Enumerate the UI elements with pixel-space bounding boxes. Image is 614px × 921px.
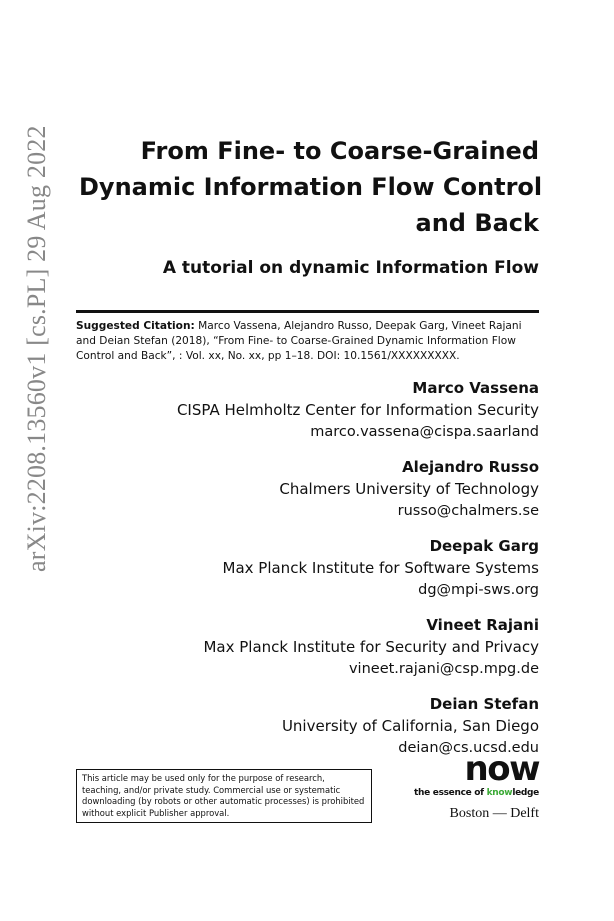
- author-block: [76, 456, 539, 522]
- title-line: and Back: [415, 209, 539, 237]
- horizontal-rule: [76, 310, 539, 313]
- tagline-pre: the essence of: [414, 788, 487, 798]
- paper-title: [79, 133, 543, 241]
- suggested-citation: [76, 319, 539, 364]
- author-name: Deepak Garg: [429, 537, 539, 555]
- author-name: Marco Vassena: [412, 379, 539, 397]
- author-affiliation: Max Planck Institute for Software Systems: [222, 559, 539, 577]
- author-block: [76, 377, 539, 443]
- author-affiliation: CISPA Helmholtz Center for Information Security: [176, 401, 539, 419]
- usage-notice: This article may be used only for the purpose of research, teaching, and/or private study. Commercial use or systematic downloading (by robots or other automatic processes) is prohibited without explicit Publisher approval.: [76, 769, 372, 823]
- author-affiliation: Max Planck Institute for Security and Privacy: [203, 638, 539, 656]
- now-logo-word: now: [464, 749, 539, 789]
- author-block: [76, 535, 539, 601]
- arxiv-stamp: arXiv:2208.13560v1 [cs.PL] 29 Aug 2022: [22, 125, 51, 572]
- author-name: Alejandro Russo: [402, 458, 539, 476]
- publisher-logo: [414, 749, 539, 798]
- paper-subtitle: A tutorial on dynamic Information Flow: [162, 258, 539, 278]
- tagline-post: ledge: [512, 788, 539, 798]
- author-email[interactable]: dg@mpi-sws.org: [418, 582, 539, 598]
- author-affiliation: Chalmers University of Technology: [279, 480, 539, 498]
- citation-text: Marco Vassena, Alejandro Russo, Deepak Garg, Vineet Rajani and Deian Stefan (2018), “From Fine- to Coarse-Grained Dynamic Information Flow Control and Back”, : Vol. xx, No. xx, pp 1–18. DOI: 10.1561/XXXXXXXXX.: [76, 320, 522, 362]
- author-affiliation: University of California, San Diego: [281, 717, 539, 735]
- author-email[interactable]: deian@cs.ucsd.edu: [398, 740, 539, 756]
- title-line: Dynamic Information Flow Control: [79, 173, 543, 201]
- author-name: Vineet Rajani: [426, 616, 539, 634]
- title-line: From Fine- to Coarse-Grained: [140, 137, 539, 165]
- publisher-cities: Boston — Delft: [449, 806, 539, 821]
- tagline-green: know: [486, 788, 513, 798]
- author-name: Deian Stefan: [429, 695, 539, 713]
- author-email[interactable]: russo@chalmers.se: [397, 503, 539, 519]
- author-email[interactable]: marco.vassena@cispa.saarland: [310, 424, 539, 440]
- publisher-tagline: [414, 788, 539, 798]
- author-email[interactable]: vineet.rajani@csp.mpg.de: [348, 661, 539, 677]
- author-list: [76, 377, 539, 772]
- citation-label: Suggested Citation:: [76, 320, 195, 332]
- author-block: [76, 614, 539, 680]
